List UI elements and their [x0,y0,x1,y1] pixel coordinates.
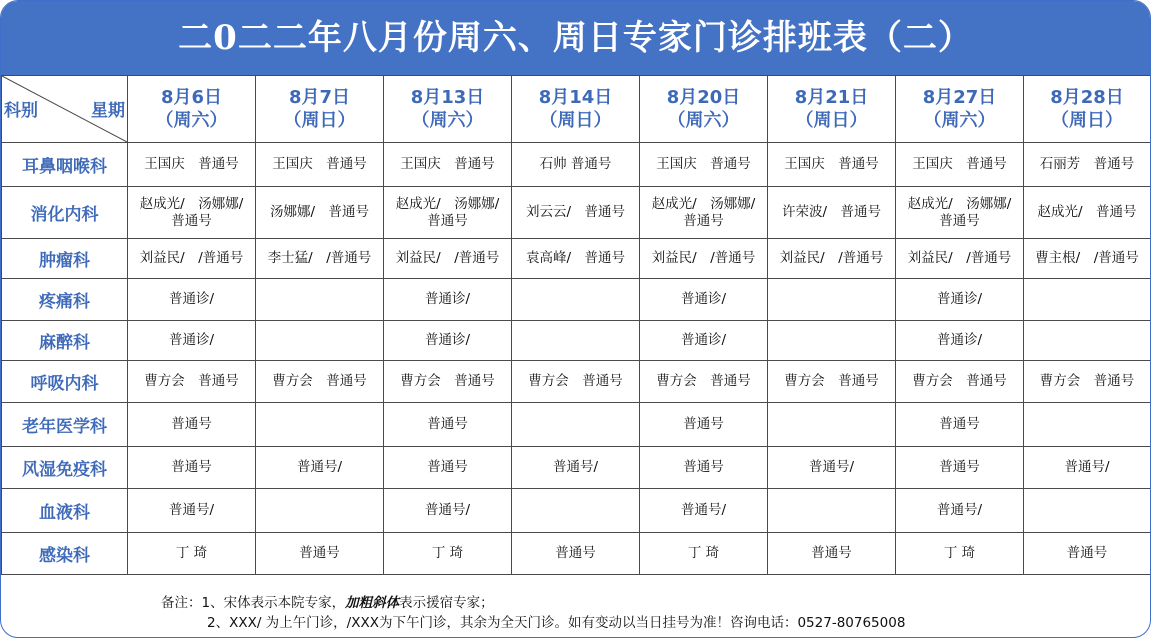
dept-name: 疼痛科 [2,279,128,321]
schedule-cell: 曹方会 普通号 [512,361,640,403]
schedule-cell: 王国庆 普通号 [640,143,768,187]
schedule-cell: 普通号 [1024,533,1151,575]
schedule-cell: 曹方会 普通号 [640,361,768,403]
schedule-cell [512,403,640,447]
schedule-cell: 许荣波/ 普通号 [768,187,896,239]
weekday-label: （周日） [795,110,868,131]
date-header [768,76,896,143]
schedule-cell: 王国庆 普通号 [256,143,384,187]
note-line-1 [161,593,905,613]
schedule-cell: 王国庆 普通号 [384,143,512,187]
schedule-cell: 普通诊/ [640,279,768,321]
schedule-cell: 李士猛/ /普通号 [256,239,384,279]
schedule-cell [1024,403,1151,447]
notes [161,593,905,633]
schedule-cell: 曹方会 普通号 [384,361,512,403]
dept-name: 感染科 [2,533,128,575]
schedule-cell: 石帅 普通号 [512,143,640,187]
table-row [2,279,1151,321]
page-title: 二0二二年八月份周六、周日专家门诊排班表（二） [1,1,1150,75]
weekday-label: （周日） [1051,110,1123,131]
schedule-cell: 普通号 [640,447,768,489]
date-header [128,76,256,143]
schedule-cell: 普通号 [896,403,1024,447]
schedule-cell: 刘益民/ /普通号 [768,239,896,279]
date-label: 8月13日 [410,87,485,108]
schedule-cell: 赵成光/ 普通号 [1024,187,1151,239]
date-label: 8月28日 [1050,87,1124,108]
table-row [2,361,1151,403]
schedule-cell: 刘益民/ /普通号 [128,239,256,279]
weekday-label: （周六） [667,110,740,131]
schedule-cell [256,279,384,321]
schedule-cell: 普通号 [384,403,512,447]
schedule-cell: 赵成光/ 汤娜娜/ 普通号 [640,187,768,239]
schedule-cell: 丁 琦 [896,533,1024,575]
date-label: 8月6日 [160,87,223,108]
date-header [512,76,640,143]
schedule-cell: 赵成光/ 汤娜娜/ 普通号 [384,187,512,239]
weekday-label: （周日） [283,110,356,131]
schedule-cell: 普通号/ [1024,447,1151,489]
schedule-cell [768,489,896,533]
schedule-cell [768,403,896,447]
table-row [2,489,1151,533]
table-row [2,143,1151,187]
weekday-header-label: 星期 [91,101,125,121]
schedule-cell: 石丽芳 普通号 [1024,143,1151,187]
schedule-cell: 普通号/ [256,447,384,489]
dept-name: 消化内科 [2,187,128,239]
table-row [2,403,1151,447]
schedule-cell [768,279,896,321]
schedule-cell: 普通诊/ [384,321,512,361]
schedule-cell: 普通号 [768,533,896,575]
date-label: 8月21日 [794,87,869,108]
schedule-cell: 曹主根/ /普通号 [1024,239,1151,279]
schedule-cell: 汤娜娜/ 普通号 [256,187,384,239]
schedule-cell: 曹方会 普通号 [256,361,384,403]
schedule-cell: 曹方会 普通号 [128,361,256,403]
table-row [2,533,1151,575]
schedule-cell: 普通号 [512,533,640,575]
schedule-cell [512,279,640,321]
schedule-cell: 刘益民/ /普通号 [384,239,512,279]
weekday-label: （周日） [539,110,612,131]
schedule-cell: 袁高峰/ 普通号 [512,239,640,279]
schedule-cell: 普通诊/ [896,279,1024,321]
schedule-cell: 普通诊/ [640,321,768,361]
date-label: 8月27日 [922,87,997,108]
schedule-cell [1024,321,1151,361]
schedule-cell: 曹方会 普通号 [896,361,1024,403]
schedule-cell [1024,489,1151,533]
schedule-table [1,75,1151,575]
schedule-cell: 刘云云/ 普通号 [512,187,640,239]
schedule-cell [768,321,896,361]
schedule-cell: 王国庆 普通号 [128,143,256,187]
table-row [2,447,1151,489]
schedule-cell: 丁 琦 [128,533,256,575]
schedule-cell: 赵成光/ 汤娜娜/ 普通号 [896,187,1024,239]
schedule-cell: 普通诊/ [384,279,512,321]
schedule-cell: 普通号 [128,403,256,447]
schedule-cell: 普通号 [256,533,384,575]
schedule-cell [1024,279,1151,321]
schedule-cell: 普通诊/ [128,279,256,321]
schedule-cell: 刘益民/ /普通号 [896,239,1024,279]
date-header [896,76,1024,143]
schedule-cell: 普通诊/ [128,321,256,361]
dept-name: 老年医学科 [2,403,128,447]
schedule-cell: 普通号 [384,447,512,489]
schedule-cell: 普通诊/ [896,321,1024,361]
weekday-label: （周六） [155,110,228,131]
dept-name: 肿瘤科 [2,239,128,279]
schedule-body [2,143,1151,575]
date-label: 8月7日 [288,87,351,108]
schedule-cell: 普通号 [640,403,768,447]
dept-name: 风湿免疫科 [2,447,128,489]
schedule-cell: 赵成光/ 汤娜娜/ 普通号 [128,187,256,239]
corner-cell [2,76,128,143]
dept-header-label: 科别 [4,101,38,121]
dept-name: 血液科 [2,489,128,533]
date-header [1024,76,1151,143]
schedule-cell [512,489,640,533]
schedule-cell: 曹方会 普通号 [768,361,896,403]
date-label: 8月14日 [538,87,613,108]
schedule-cell: 王国庆 普通号 [896,143,1024,187]
schedule-cell [256,403,384,447]
schedule-cell [512,321,640,361]
table-row [2,239,1151,279]
schedule-cell: 王国庆 普通号 [768,143,896,187]
schedule-cell: 曹方会 普通号 [1024,361,1151,403]
date-label: 8月20日 [666,87,741,108]
schedule-cell: 丁 琦 [640,533,768,575]
table-row [2,187,1151,239]
weekday-label: （周六） [411,110,484,131]
date-header [640,76,768,143]
schedule-cell [256,321,384,361]
dept-name: 呼吸内科 [2,361,128,403]
note-1-suffix: 表示援宿专家； [399,595,494,611]
header-row [2,76,1151,143]
dept-name: 麻醉科 [2,321,128,361]
schedule-cell: 刘益民/ /普通号 [640,239,768,279]
schedule-cell: 普通号/ [128,489,256,533]
date-header [384,76,512,143]
schedule-cell: 普通号 [896,447,1024,489]
weekday-label: （周六） [923,110,996,131]
schedule-cell: 普通号/ [512,447,640,489]
schedule-cell: 普通号/ [384,489,512,533]
schedule-cell: 普通号/ [896,489,1024,533]
schedule-cell: 普通号/ [768,447,896,489]
schedule-cell: 丁 琦 [384,533,512,575]
schedule-cell: 普通号/ [640,489,768,533]
schedule-cell: 普通号 [128,447,256,489]
schedule-cell [256,489,384,533]
note-1-bold-italic: 加粗斜体 [345,595,400,611]
table-row [2,321,1151,361]
dept-name: 耳鼻咽喉科 [2,143,128,187]
note-1-prefix: 备注：1、宋体表示本院专家， [161,595,346,611]
date-header [256,76,384,143]
note-line-2: 2、XXX/ 为上午门诊，/XXX为下午门诊，其余为全天门诊。如有变动以当日挂号为准！咨询电话：0527-80765008 [207,615,906,631]
